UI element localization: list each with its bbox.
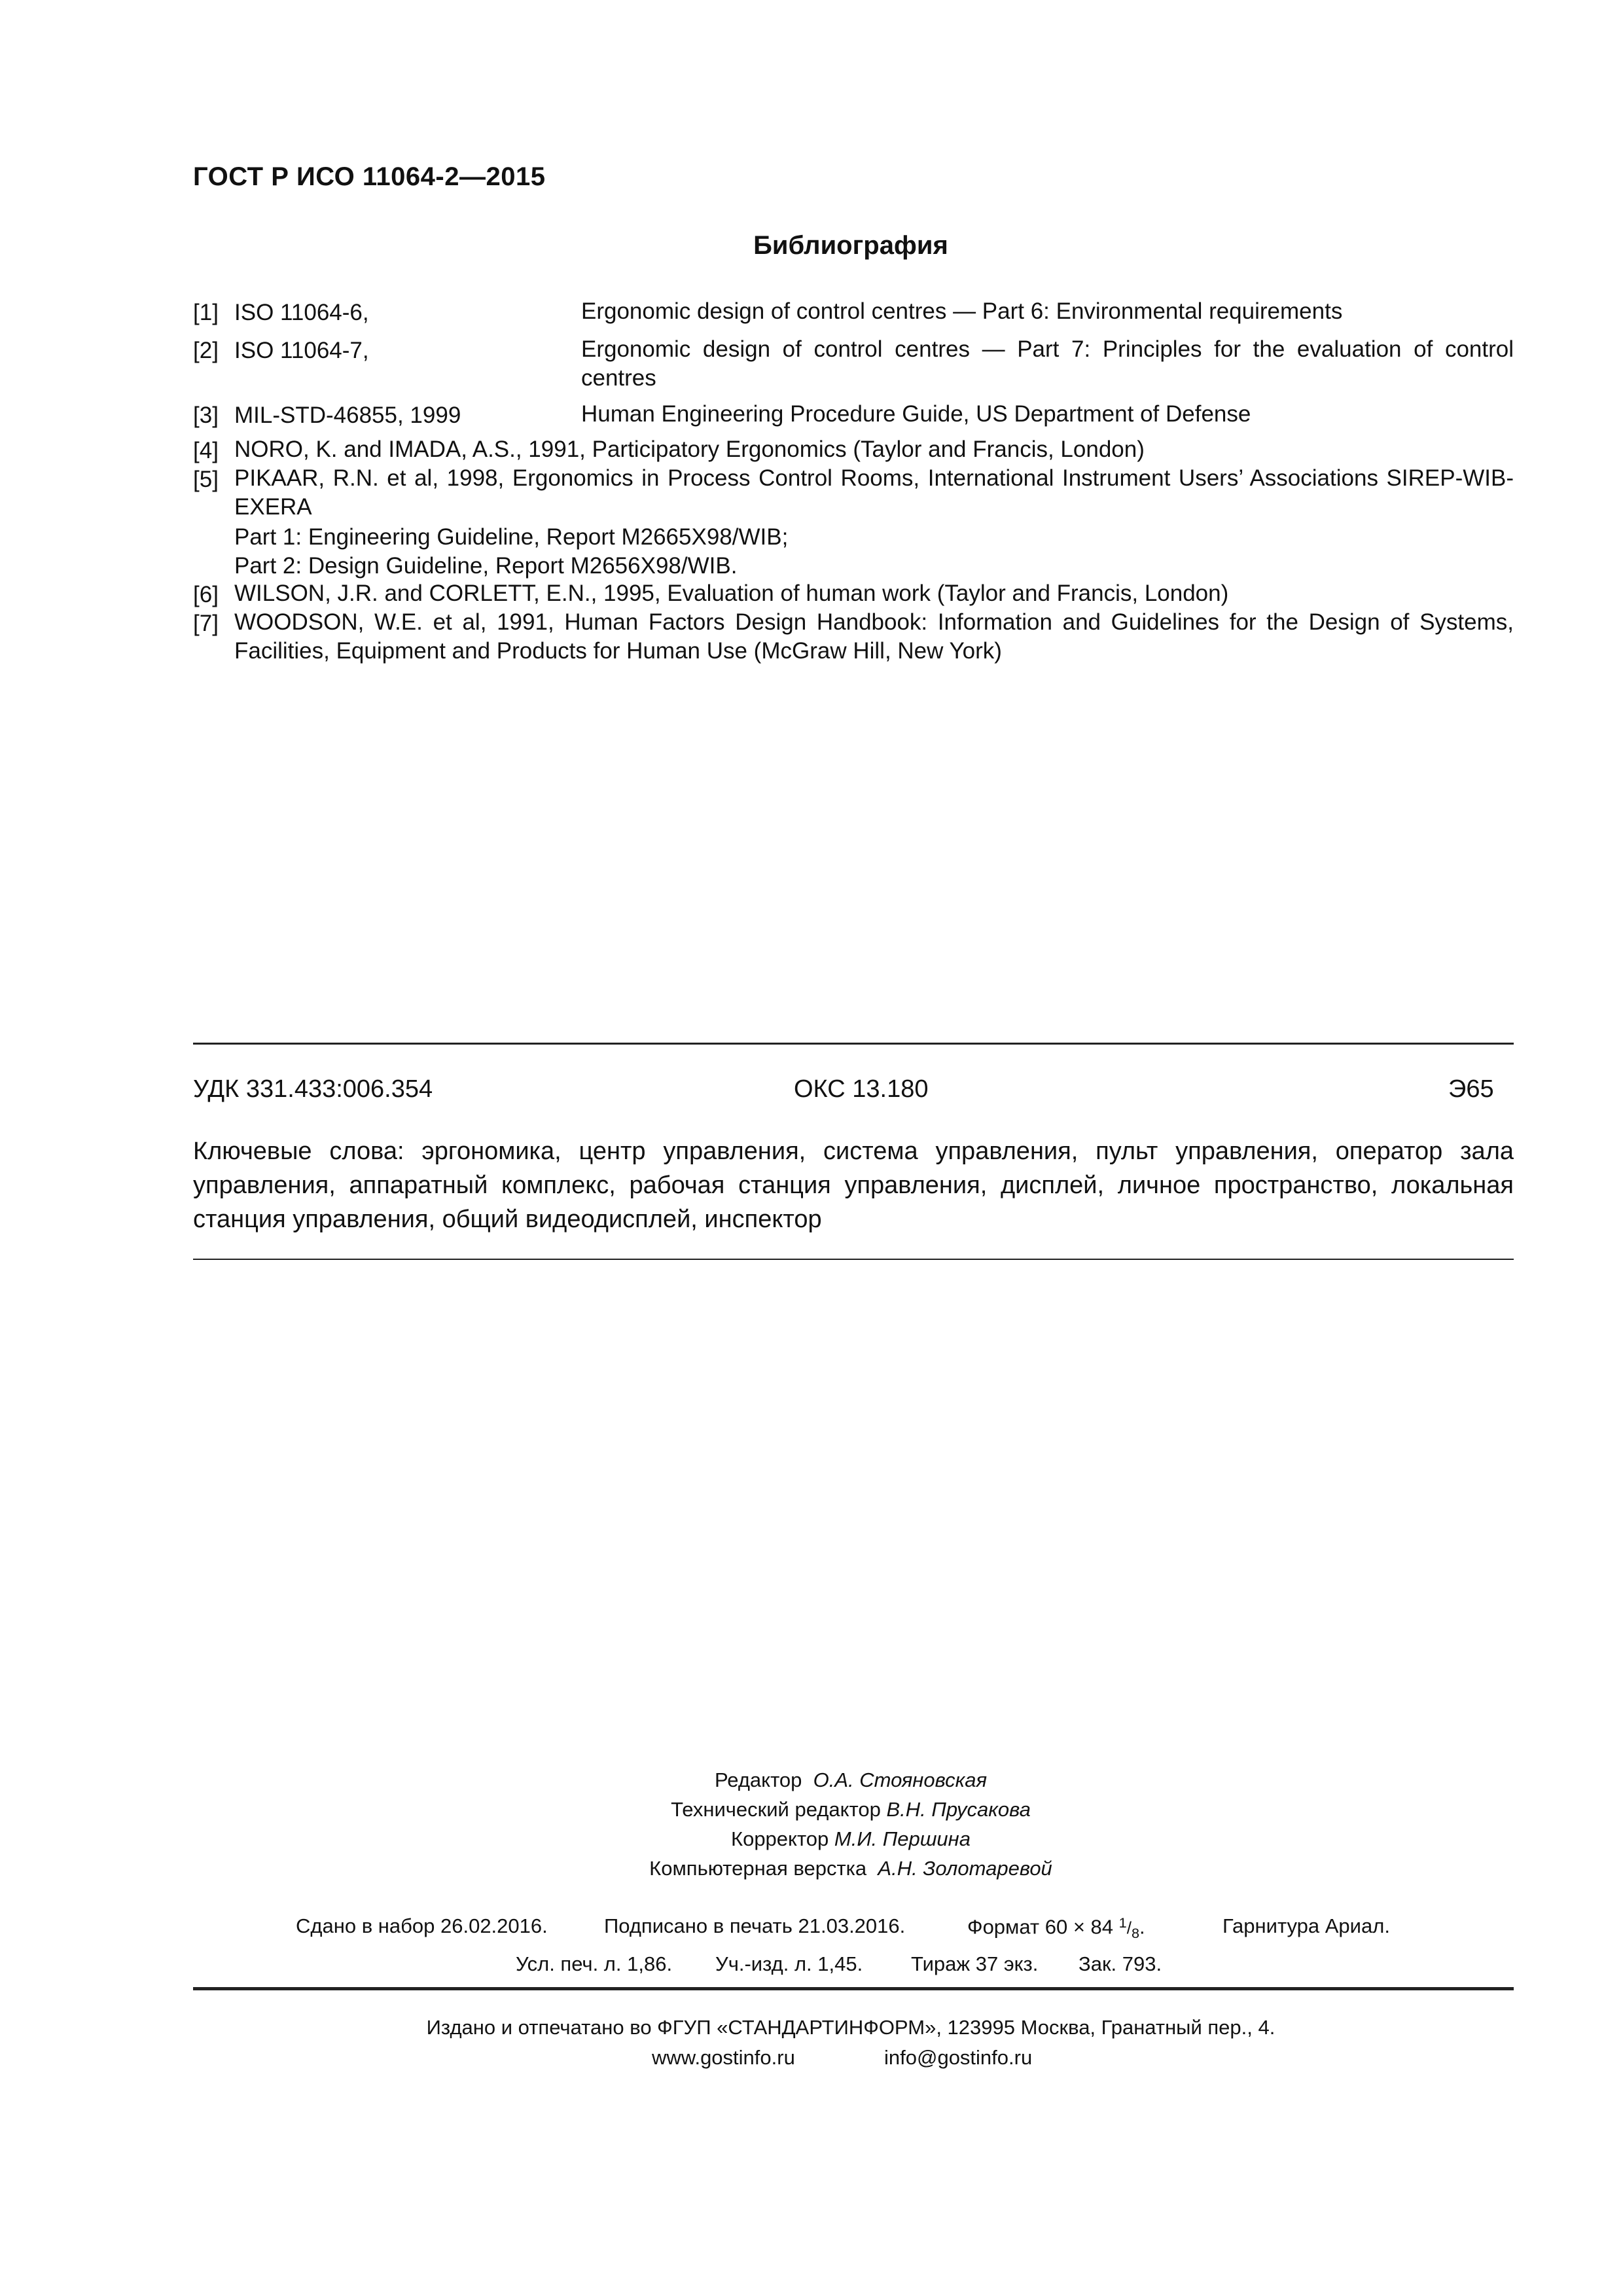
- reference-text: WILSON, J.R. and CORLETT, E.N., 1995, Evaluation of human work (Taylor and Francis, London): [234, 581, 1229, 606]
- udk-code: УДК 331.433:006.354: [193, 1075, 433, 1103]
- paper-format: Формат 60 × 84 $^1/_8$.: [967, 1914, 1145, 1941]
- divider: [193, 1043, 1514, 1045]
- signed-date: Подписано в печать 21.03.2016.: [604, 1914, 906, 1937]
- reference-text: NORO, K. and IMADA, A.S., 1991, Participatory Ergonomics (Taylor and Francis, London): [234, 437, 1145, 462]
- reference-subline: Part 2: Design Guideline, Report M2656X98/WIB.: [234, 553, 738, 579]
- reference-number: [5]: [193, 467, 219, 492]
- publisher-sheets: Уч.-изд. л. 1,45.: [715, 1952, 863, 1975]
- credit-editor: Редактор О.А. Стояновская: [714, 1768, 988, 1791]
- reference-number: [7]: [193, 611, 219, 636]
- credit-corrector: Корректор М.И. Першина: [731, 1827, 971, 1850]
- bibliography-title: Библиография: [753, 231, 948, 260]
- classification-code: Э65: [1448, 1075, 1494, 1103]
- reference-code: ISO 11064-6,: [234, 300, 369, 325]
- reference-number: [2]: [193, 338, 219, 363]
- publisher-email[interactable]: info@gostinfo.ru: [884, 2046, 1033, 2069]
- reference-number: [6]: [193, 582, 219, 607]
- order-number: Зак. 793.: [1079, 1952, 1162, 1975]
- printed-sheets: Усл. печ. л. 1,86.: [516, 1952, 673, 1975]
- oks-code: ОКС 13.180: [794, 1075, 929, 1103]
- reference-code: MIL-STD-46855, 1999: [234, 403, 461, 428]
- reference-code: ISO 11064-7,: [234, 338, 369, 363]
- reference-number: [1]: [193, 300, 219, 325]
- divider: [193, 1259, 1514, 1260]
- keywords: Ключевые слова: эргономика, центр управления, система управления, пульт управления, оператор зала управления, аппаратный комплекс, рабочая станция управления, дисплей, личное пространство, локальная станция управления, общий видеодисплей, инспектор: [193, 1138, 1514, 1233]
- typeset-date: Сдано в набор 26.02.2016.: [296, 1914, 548, 1937]
- reference-number: [3]: [193, 403, 219, 428]
- reference-title: Ergonomic design of control centres — Part 7: Principles for the evaluation of control centres: [581, 336, 1514, 391]
- reference-title: Human Engineering Procedure Guide, US Department of Defense: [581, 401, 1251, 427]
- reference-text: PIKAAR, R.N. et al, 1998, Ergonomics in Process Control Rooms, International Instrument Users’ Associations SIREP-WIB-EXERA: [234, 465, 1514, 520]
- reference-subline: Part 1: Engineering Guideline, Report M2665X98/WIB;: [234, 524, 789, 550]
- reference-title: Ergonomic design of control centres — Part 6: Environmental requirements: [581, 298, 1343, 324]
- publisher-website[interactable]: www.gostinfo.ru: [652, 2046, 795, 2069]
- print-run: Тираж 37 экз.: [911, 1952, 1039, 1975]
- credit-tech-editor: Технический редактор В.Н. Прусакова: [671, 1798, 1031, 1821]
- typeface: Гарнитура Ариал.: [1222, 1914, 1390, 1937]
- document-code: ГОСТ Р ИСО 11064-2—2015: [193, 162, 546, 191]
- reference-text: WOODSON, W.E. et al, 1991, Human Factors Design Handbook: Information and Guidelines for the Design of Systems, Facilities, Equipment and Products for Human Use (McGraw Hill, New York): [234, 609, 1514, 664]
- reference-number: [4]: [193, 438, 219, 463]
- divider-thick: [193, 1987, 1514, 1990]
- publisher-line: Издано и отпечатано во ФГУП «СТАНДАРТИНФОРМ», 123995 Москва, Гранатный пер., 4.: [426, 2016, 1275, 2039]
- credit-layout: Компьютерная верстка А.Н. Золотаревой: [649, 1857, 1052, 1880]
- format-fraction: $^1/_8$: [1118, 1914, 1139, 1941]
